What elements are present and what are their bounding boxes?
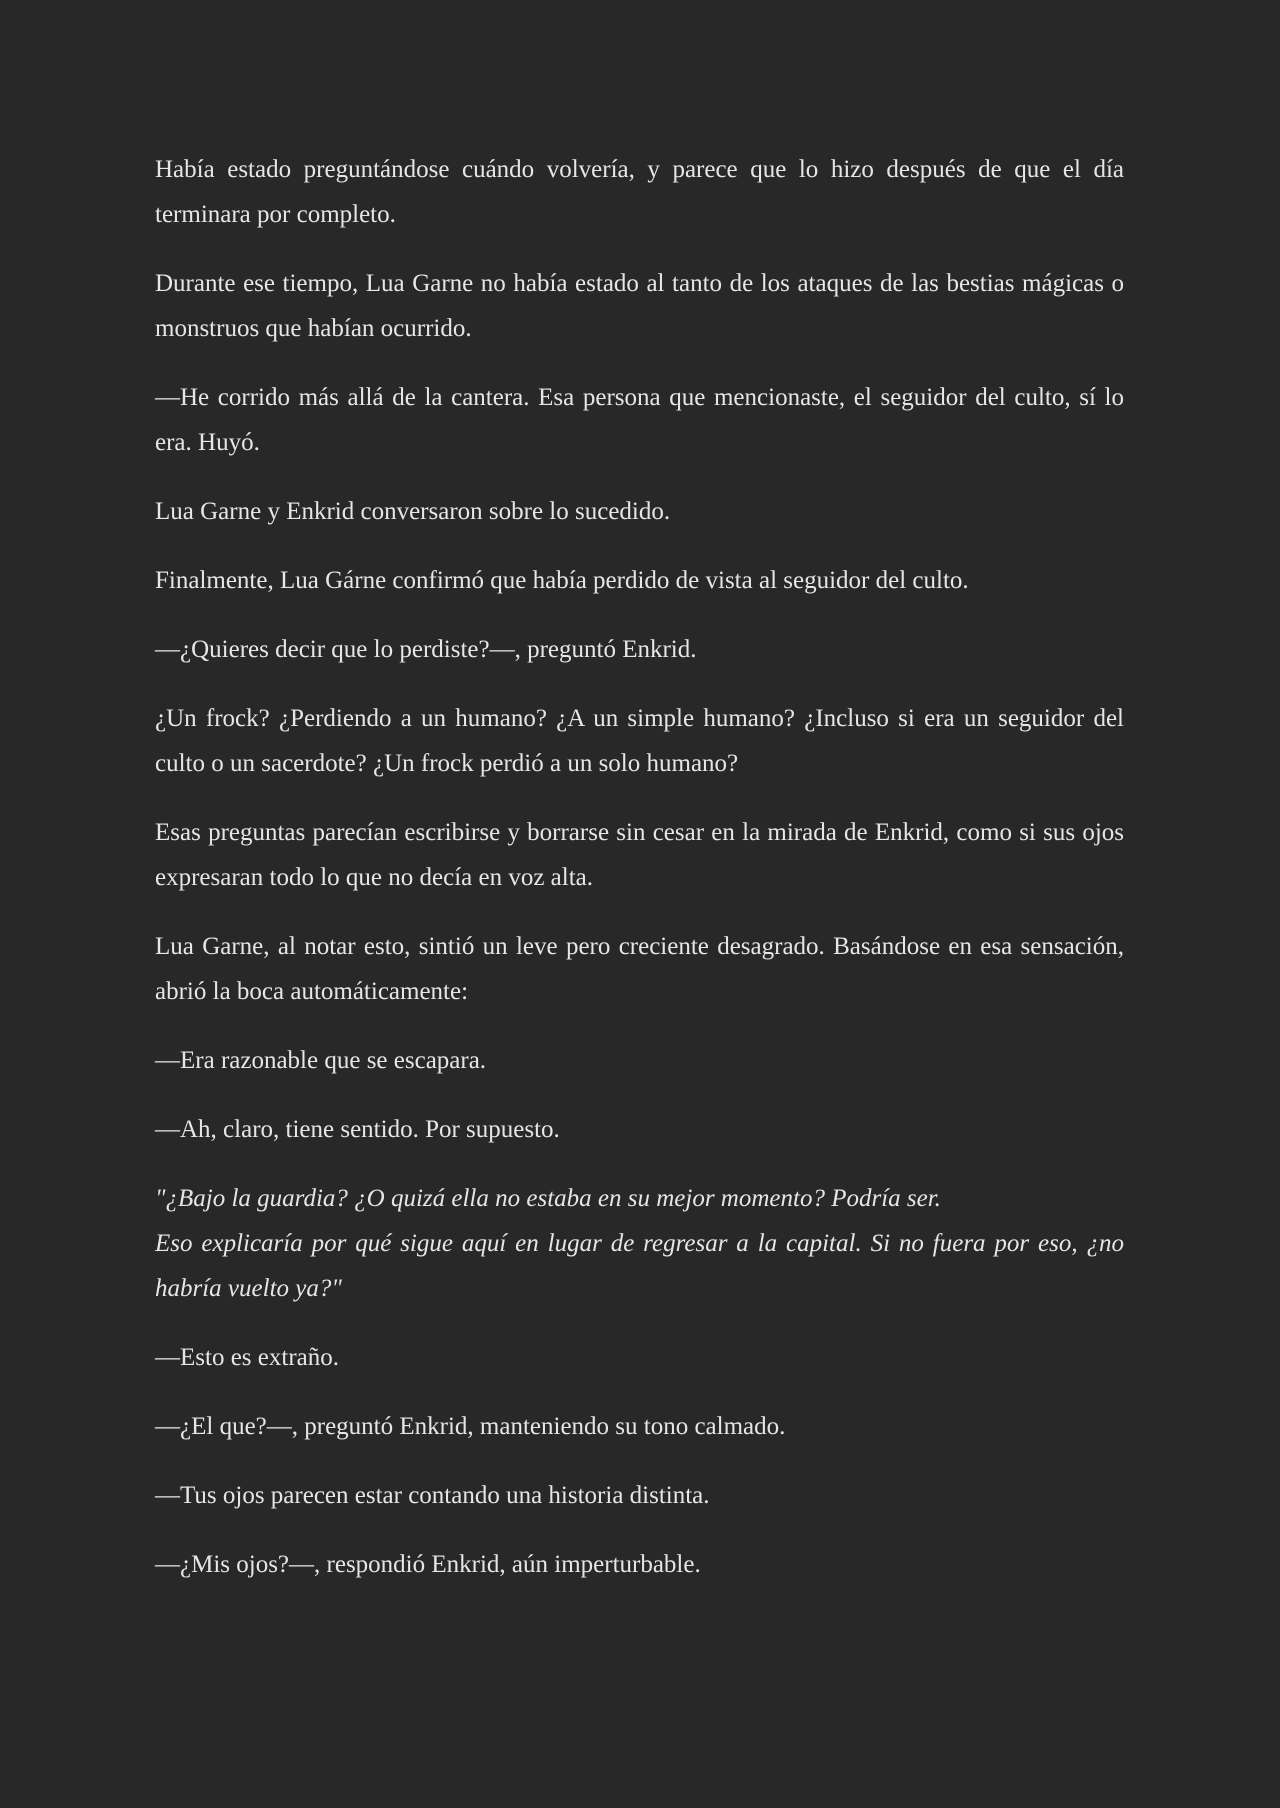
paragraph: Lua Garne, al notar esto, sintió un leve pero creciente desagrado. Basándose en esa sensación, abrió la boca automáticamente: [155,933,1124,1005]
paragraph: —¿Mis ojos?—, respondió Enkrid, aún imperturbable. [155,1551,701,1578]
paragraph: —Ah, claro, tiene sentido. Por supuesto. [155,1116,560,1143]
paragraph: Durante ese tiempo, Lua Garne no había estado al tanto de los ataques de las bestias mágicas o monstruos que habían ocurrido. [155,270,1124,342]
inner-thought-line-2: Eso explicaría por qué sigue aquí en lugar de regresar a la capital. Si no fuera por eso, ¿no habría vuelto ya?" [155,1230,1124,1302]
paragraph: Había estado preguntándose cuándo volvería, y parece que lo hizo después de que el día terminara por completo. [155,156,1124,228]
paragraph: —Tus ojos parecen estar contando una historia distinta. [155,1482,710,1509]
reading-page [155,147,1124,1611]
paragraph: Esas preguntas parecían escribirse y borrarse sin cesar en la mirada de Enkrid, como si sus ojos expresaran todo lo que no decía en voz alta. [155,819,1124,891]
inner-thought-line-1: "¿Bajo la guardia? ¿O quizá ella no estaba en su mejor momento? Podría ser. [155,1185,941,1212]
paragraph: —He corrido más allá de la cantera. Esa persona que mencionaste, el seguidor del culto, sí lo era. Huyó. [155,384,1124,456]
inner-thought [155,1176,1124,1311]
paragraph: Finalmente, Lua Gárne confirmó que había perdido de vista al seguidor del culto. [155,567,969,594]
paragraph: —¿Quieres decir que lo perdiste?—, preguntó Enkrid. [155,636,697,663]
paragraph: —¿El que?—, preguntó Enkrid, manteniendo su tono calmado. [155,1413,786,1440]
paragraph: ¿Un frock? ¿Perdiendo a un humano? ¿A un simple humano? ¿Incluso si era un seguidor del culto o un sacerdote? ¿Un frock perdió a un solo humano? [155,705,1124,777]
paragraph: —Era razonable que se escapara. [155,1047,487,1074]
paragraph: —Esto es extraño. [155,1344,339,1371]
paragraph: Lua Garne y Enkrid conversaron sobre lo sucedido. [155,498,671,525]
